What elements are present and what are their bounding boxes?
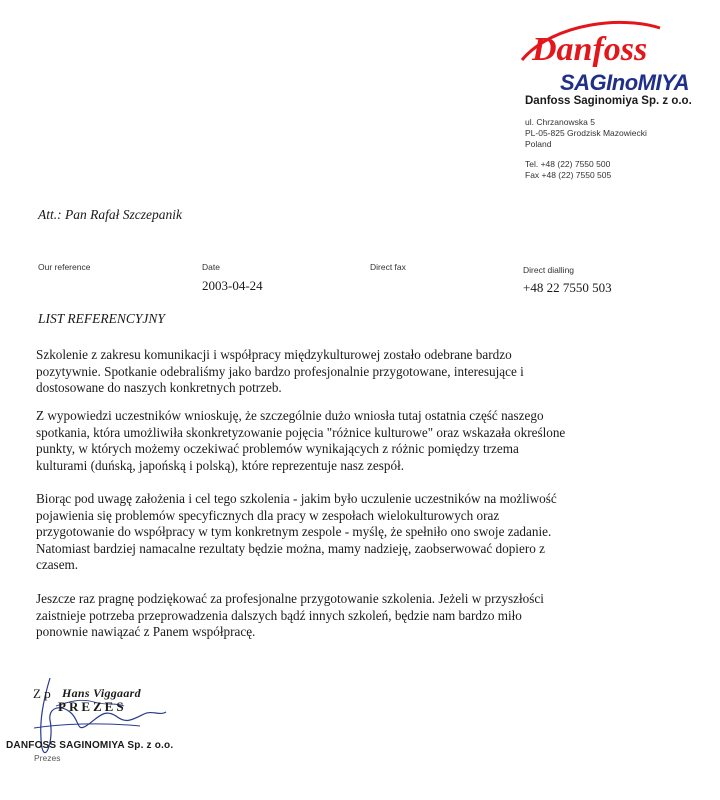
phone-number: Tel. +48 (22) 7550 500: [525, 159, 611, 169]
svg-text:Danfoss: Danfoss: [532, 31, 648, 68]
body-line: punkty, w których możemy oczekiwać problemów wynikających z różnic pomiędzy trzema: [36, 441, 519, 457]
company-name: Danfoss Saginomiya Sp. z o.o.: [525, 95, 692, 107]
saginomiya-logo: [560, 66, 714, 98]
direct-dialling-value: +48 22 7550 503: [523, 280, 612, 295]
body-paragraph-4: [36, 591, 636, 641]
body-line: Z wypowiedzi uczestników wnioskuję, że szczególnie dużo wniosła tutaj ostatnia część naszego: [36, 408, 544, 423]
body-paragraph-1: [36, 347, 636, 397]
body-line: pozytywnie. Spotkanie odebraliśmy jako bardzo profesjonalnie przygotowane, interesujące i: [36, 363, 524, 379]
body-line: czasem.: [36, 557, 79, 573]
signer-position: Prezes: [34, 753, 61, 763]
body-line: pojawienia się problemów specyficznych dla pracy w zespołach wielokulturowych oraz: [36, 507, 500, 523]
body-line: przygotowanie do współpracy w tym konkretnym zespole - myślę, że spełniło ono swoje zadanie.: [36, 524, 552, 540]
signer-name: Hans Viggaard: [62, 686, 141, 700]
signer-title: PREZES: [58, 699, 127, 714]
address-country: Poland: [525, 139, 552, 149]
closing-greeting: Z p: [33, 686, 51, 701]
body-line: Natomiast bardziej namacalne rezultaty będzie można, mamy nadzieję, zaobserwować dopiero z: [36, 540, 545, 556]
our-reference-label: Our reference: [38, 262, 91, 272]
company-stamp: DANFOSS SAGINOMIYA Sp. z o.o.: [6, 740, 174, 751]
attention-line: Att.: Pan Rafał Szczepanik: [38, 207, 182, 222]
body-line: Szkolenie z zakresu komunikacji i współpracy międzykulturowej zostało odebrane bardzo: [36, 347, 512, 362]
body-line: spotkania, która umożliwiła skonkretyzowanie pojęcia "różnice kulturowe" oraz wskazała określone: [36, 424, 566, 440]
address-street: ul. Chrzanowska 5: [525, 117, 595, 127]
body-line: Jeszcze raz pragnę podziękować za profesjonalne przygotowanie szkolenia. Jeżeli w przyszłości: [36, 591, 544, 606]
letter-subject: LIST REFERENCYJNY: [38, 311, 165, 326]
body-line: zaistnieje potrzeba przeprowadzenia dalszych bądź innych szkoleń, będzie nam bardzo miło: [36, 607, 522, 623]
body-line: Biorąc pod uwagę założenia i cel tego szkolenia - jakim było uczulenie uczestników na możliwość: [36, 491, 557, 506]
body-line: kulturami (duńską, japońską i polską), które reprezentuje nasz zespół.: [36, 457, 405, 473]
direct-dialling-label: Direct dialling: [523, 265, 575, 275]
svg-text:SAGInoMIYA: SAGInoMIYA: [560, 70, 690, 95]
body-line: dostosowane do naszych konkretnych potrzeb.: [36, 380, 282, 396]
fax-number: Fax +48 (22) 7550 505: [525, 170, 612, 180]
date-value: 2003-04-24: [202, 278, 263, 293]
body-paragraph-3: [36, 491, 636, 574]
address-city: PL-05-825 Grodzisk Mazowiecki: [525, 128, 647, 138]
body-line: ponownie nawiązać z Panem współpracę.: [36, 624, 256, 640]
direct-fax-label: Direct fax: [370, 262, 406, 272]
date-label: Date: [202, 262, 220, 272]
body-paragraph-2: [36, 408, 636, 474]
